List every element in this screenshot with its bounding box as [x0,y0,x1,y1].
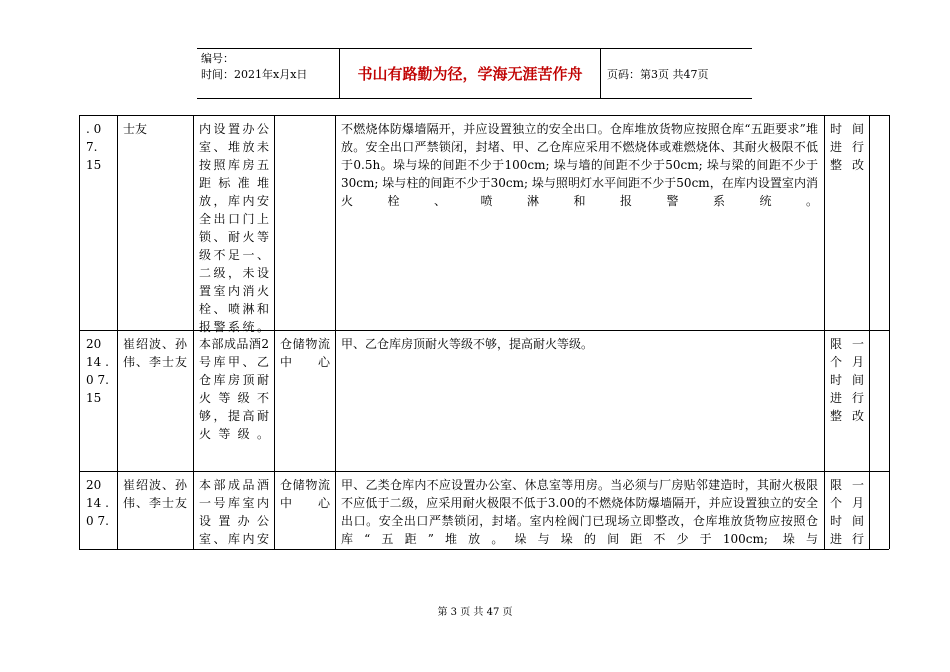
table-cell-dept: 仓储物流中心 [280,337,330,369]
document-time-label: 时间：2021年x月x日 [201,68,308,81]
header-motto: 书山有路勤为径，学海无涯苦作舟 [357,65,583,83]
page-footer: 第 3 页 共 47 页 [437,607,513,618]
table-cell-issue: 本部成品酒2号库甲、乙仓库房顶耐火等级不够，提高耐火等级。 [199,337,269,441]
table-cell-deadline: 限 一 个 月 时 间 进 行 整改 [830,337,864,423]
page-header [197,48,752,99]
table-rule [335,115,336,549]
table-cell-deadline: 时 间 进 行 整改 [830,122,864,172]
table-cell-measure: 不燃烧体防爆墙隔开，并应设置独立的安全出口。仓库堆放货物应按照仓库“五距要求”堆放。安全出口严禁锁闭，封堵、甲、乙仓库应采用不燃烧体或难燃烧体、其耐火极限不低于0.5h。垛与垛的间距不少于100cm; 垛与墙的间距不少于50cm; 垛与梁的间距不少于30cm; 垛与柱的间距不少于30cm; 垛与照明灯水平间距不少于50cm，在库内设置室内消火栓、喷淋和报警系统。 [341,122,818,208]
document-number-label: 编号： [201,52,234,65]
table-cell-people: 士友 [123,122,148,136]
table-cell-deadline: 限 一 个 月 时 间 进 行 [830,478,864,546]
table-cell-issue: 本部成品酒一号库室内设置办公室、库内安 [199,478,269,546]
table-rule [274,115,275,549]
header-page-label: 页码：第3页 共47页 [607,67,709,81]
table-cell-people: 崔绍波、孙伟、李士友 [123,337,187,369]
table-rule [79,471,889,472]
table-rule [79,115,80,549]
header-left [201,51,337,83]
table-cell-date: . 0 7. 15 [86,122,102,172]
table-rule [869,115,870,549]
table-rule [79,549,889,550]
table-rule [824,115,825,549]
header-divider [600,49,601,98]
table-cell-dept: 仓储物流中心 [280,478,330,510]
table-cell-measure: 甲、乙仓库房顶耐火等级不够，提高耐火等级。 [341,337,594,351]
table-rule [79,115,889,116]
table-cell-people: 崔绍波、孙伟、李士友 [123,478,187,510]
table-cell-issue: 内设置办公室、堆放未按照库房五距标准堆放，库内安全出口门上锁、耐火等级不足一、二级，未设置室内消火栓、喷淋和报警系统。 [199,122,269,334]
table-cell-measure: 甲、乙类仓库内不应设置办公室、休息室等用房。当必须与厂房贴邻建造时，其耐火极限不应低于二级，应采用耐火极限不低于3.00的不燃烧体防爆墙隔开，并应设置独立的安全出口。安全出口严禁锁闭，封堵。室内栓阀门已现场立即整改，仓库堆放货物应按照仓库“五距”堆放。垛与垛的间距不少于100cm; 垛与 [341,478,818,546]
table-rule [889,115,890,549]
table-rule [117,115,118,549]
table-cell-date: 20 14 . 0 7. [86,478,109,528]
table-rule [193,115,194,549]
table-cell-date: 20 14 . 0 7. 15 [86,337,109,405]
